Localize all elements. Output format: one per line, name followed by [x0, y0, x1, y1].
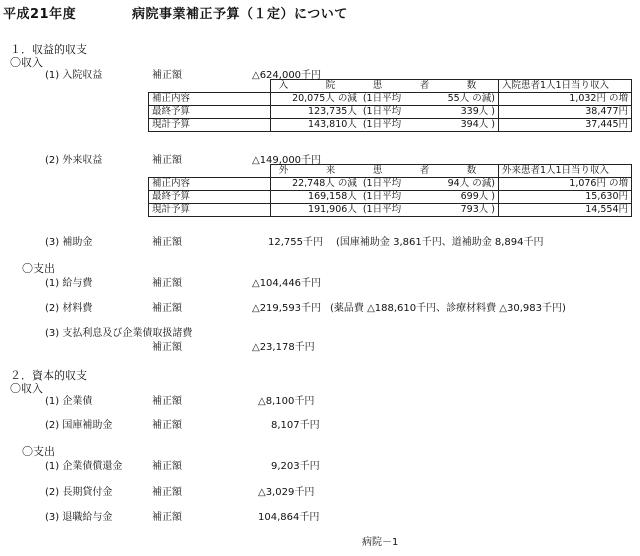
retire-hosei-label: 補正額 — [152, 512, 182, 523]
row-avg-value: 55人 の減) — [420, 93, 499, 106]
material-note: (薬品費 △188,610千円、診療材料費 △30,983千円) — [330, 303, 566, 314]
subsidy-hosei-label: 補正額 — [152, 237, 182, 248]
material-amount: △219,593千円 — [252, 303, 322, 314]
outpatient-label: (2) 外来収益 — [45, 155, 103, 166]
interest-label: (3) 支払利息及び企業債取扱諸費 — [45, 328, 193, 339]
row-name: 現計予算 — [149, 204, 271, 217]
row-avg: (1日平均 — [360, 106, 420, 119]
grant-hosei-label: 補正額 — [152, 420, 182, 431]
row-avg: (1日平均 — [360, 93, 420, 106]
inpatient-label: (1) 入院収益 — [45, 70, 103, 81]
section-2-expense-heading: 〇支出 — [22, 445, 55, 458]
row-avg: (1日平均 — [360, 119, 420, 132]
row-income: 37,445円 — [498, 119, 631, 132]
outpatient-table — [148, 164, 632, 217]
expense-heading: 〇支出 — [22, 262, 55, 275]
outpatient-amount: △149,000千円 — [252, 155, 322, 166]
table-header-row — [149, 80, 632, 93]
page-footer: 病院－1 — [362, 537, 399, 548]
row-patients: 169,158人 — [271, 191, 360, 204]
table-row — [149, 191, 632, 204]
inpatient-table — [148, 79, 632, 132]
bond-label: (1) 企業債 — [45, 396, 93, 407]
row-name: 現計予算 — [149, 119, 271, 132]
subsidy-amount: 12,755千円 — [268, 237, 323, 248]
grant-label: (2) 国庫補助金 — [45, 420, 113, 431]
table-row — [149, 119, 632, 132]
subsidy-note: (国庫補助金 3,861千円、道補助金 8,894千円 — [336, 237, 544, 248]
retire-label: (3) 退職給与金 — [45, 512, 113, 523]
row-patients: 191,906人 — [271, 204, 360, 217]
interest-hosei-label: 補正額 — [152, 342, 182, 353]
row-avg: (1日平均 — [360, 191, 420, 204]
retire-amount: 104,864千円 — [258, 512, 320, 523]
material-hosei-label: 補正額 — [152, 303, 182, 314]
row-avg-value: 793人 ) — [420, 204, 499, 217]
row-patients: 143,810人 — [271, 119, 360, 132]
table-header-patients: 外 来 患 者 数 — [271, 165, 499, 178]
subsidy-label: (3) 補助金 — [45, 237, 93, 248]
row-avg-value: 699人 ) — [420, 191, 499, 204]
table-corner — [149, 165, 271, 178]
grant-amount: 8,107千円 — [271, 420, 320, 431]
row-patients: 123,735人 — [271, 106, 360, 119]
row-income: 1,076円 の増 — [498, 178, 631, 191]
table-row — [149, 204, 632, 217]
salary-hosei-label: 補正額 — [152, 278, 182, 289]
salary-label: (1) 給与費 — [45, 278, 93, 289]
row-patients: 20,075人 の減 — [271, 93, 360, 106]
table-row — [149, 93, 632, 106]
outpatient-hosei-label: 補正額 — [152, 155, 182, 166]
section-2-income-heading: 〇収入 — [10, 382, 43, 395]
row-name: 補正内容 — [149, 93, 271, 106]
loan-amount: △3,029千円 — [258, 487, 315, 498]
row-patients: 22,748人 の減 — [271, 178, 360, 191]
repay-amount: 9,203千円 — [271, 461, 320, 472]
repay-label: (1) 企業債償還金 — [45, 461, 123, 472]
table-header-patients: 入 院 患 者 数 — [271, 80, 499, 93]
table-row — [149, 106, 632, 119]
repay-hosei-label: 補正額 — [152, 461, 182, 472]
loan-label: (2) 長期貸付金 — [45, 487, 113, 498]
interest-amount: △23,178千円 — [252, 342, 315, 353]
row-avg-value: 394人 ) — [420, 119, 499, 132]
material-label: (2) 材料費 — [45, 303, 93, 314]
row-avg-value: 339人 ) — [420, 106, 499, 119]
table-header-income: 入院患者1人1日当り収入 — [498, 80, 631, 93]
bond-amount: △8,100千円 — [258, 396, 315, 407]
section-1-income-heading: 〇収入 — [10, 56, 43, 69]
table-header-income: 外来患者1人1日当り収入 — [498, 165, 631, 178]
page-title: 病院事業補正予算（１定）について — [132, 7, 348, 22]
table-corner — [149, 80, 271, 93]
row-name: 補正内容 — [149, 178, 271, 191]
salary-amount: △104,446千円 — [252, 278, 322, 289]
inpatient-amount: △624,000千円 — [252, 70, 322, 81]
row-name: 最終予算 — [149, 191, 271, 204]
bond-hosei-label: 補正額 — [152, 396, 182, 407]
row-income: 15,630円 — [498, 191, 631, 204]
page-year: 平成21年度 — [3, 7, 77, 22]
loan-hosei-label: 補正額 — [152, 487, 182, 498]
inpatient-hosei-label: 補正額 — [152, 70, 182, 81]
row-income: 14,554円 — [498, 204, 631, 217]
row-income: 1,032円 の増 — [498, 93, 631, 106]
row-avg: (1日平均 — [360, 204, 420, 217]
row-avg-value: 94人 の減) — [420, 178, 499, 191]
row-income: 38,477円 — [498, 106, 631, 119]
row-name: 最終予算 — [149, 106, 271, 119]
table-header-row — [149, 165, 632, 178]
section-2-heading: ２．資本的収支 — [10, 369, 87, 382]
table-row — [149, 178, 632, 191]
row-avg: (1日平均 — [360, 178, 420, 191]
section-1-heading: １．収益的収支 — [10, 43, 87, 56]
